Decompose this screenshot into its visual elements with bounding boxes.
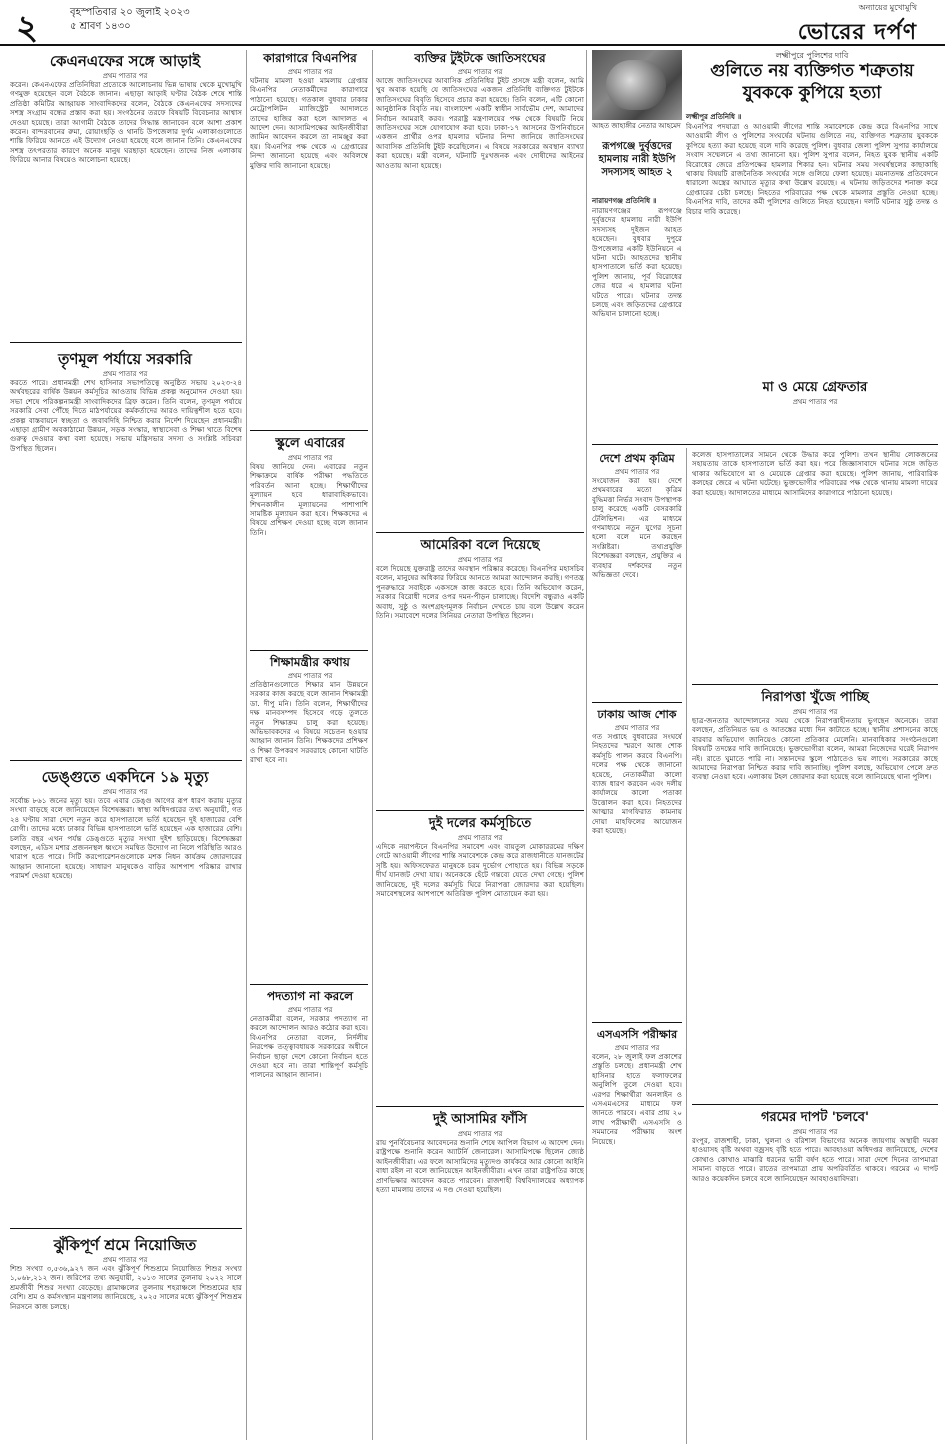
news-photo [592,50,682,120]
article-body: ছাত্র-জনতার আন্দোলনের সময় থেকে নিরাপত্তাহীনতায় ভুগছেন অনেকে। তারা বলছেন, প্রতিনিয়ত ভয় ও আতঙ্কের মধ্যে দিন কাটাতে হচ্ছে। স্থানীয় প্রশাসনের কাছে বারবার অভিযোগ জানিয়েও কোনো প্রতিকার মেলেনি। মানবাধিকার সংগঠনগুলো বিষয়টি তদন্তের দাবি জানিয়েছে। ভুক্তভোগীরা বলেন, আমরা নিজেদের ঘরেই নিরাপদ নই। রাতে ঘুমাতে পারি না। সন্তানদের স্কুলে পাঠাতেও ভয় লাগে। সরকারের কাছে আমাদের নিরাপত্তা নিশ্চিত করার দাবি জানাচ্ছি। পুলিশ বলছে, অভিযোগ পেলে দ্রুত ব্যবস্থা নেওয়া হবে। এলাকায় টহল জোরদার করা হয়েছে বলে জানিয়েছে থানা পুলিশ। [692,716,938,782]
headline-un-tweet: ব্যক্তির টুইটকে জাতিসংঘের [414,51,546,65]
article-body: প্রতিষ্ঠানগুলোতে শিক্ষার মান উন্নয়নে সরকার কাজ করছে বলে জানান শিক্ষামন্ত্রী ডা. দীপু মনি। তিনি বলেন, শিক্ষার্থীদের দক্ষ মানবসম্পদ হিসেবে গড়ে তুলতে নতুন শিক্ষাক্রম চালু করা হয়েছে। অভিভাবকদের এ বিষয়ে সচেতন হওয়ার আহ্বান জানান তিনি। শিক্ষকদের প্রশিক্ষণ ও শিক্ষা উপকরণ সরবরাহে কোনো ঘাটতি রাখা হবে না। [250,680,368,765]
headline-rupganj: রূপগঞ্জে দুর্বৃত্তদের হামলায় নারী ইউপি সদস্যসহ আহত ২ [598,141,676,178]
continued-label: প্রথম পাতার পর [614,724,660,732]
headline-security: নিরাপত্তা খুঁজে পাচ্ছি [761,690,869,705]
continued-label: প্রথম পাতার পর [102,1256,148,1264]
article-body: করেন। কেএনএফের প্রতিনিধিরা প্রত্যেকে আলোচনায় ভিন্ন ভাষায় থেকে মুখোমুখি গণমুক্ত হয়েছেন বলে বৈঠকে জানান। এছাড়া আড়াই ঘণ্টার বৈঠক শেষে শান্তি প্রতিষ্ঠা কমিটির আহ্বায়ক সাংবাদিকদের বলেন, বৈঠকে কেএনএফের সদস্যদের সশস্ত্র সংগ্রাম বন্ধের প্রস্তাব করা হয়। সংগঠনের তরফে বিষয়টি বিবেচনার আশ্বাস দেওয়া হয়েছে। তারা আগামী বৈঠকে তাদের সিদ্ধান্ত জানাবেন বলে আশা প্রকাশ করেন। বান্দরবানের রুমা, রোয়াংছড়ি ও থানচি উপজেলার দুর্গম এলাকাগুলোতে শান্তি ফিরিয়ে আনতে এই উদ্যোগ নেওয়া হয়েছে বলে জানান তিনি। কেএনএফের সশস্ত্র তৎপরতার কারণে অনেক মানুষ ঘরছাড়া হয়েছেন। তাদের নিজ এলাকায় ফিরিয়ে আনার বিষয়েও আলোচনা হয়েছে। [10,80,242,165]
headline-bnp-jail: কারাগারে বিএনপির [263,51,357,65]
column-divider [686,448,687,1444]
divider [592,1022,682,1023]
continued-label: প্রথম পাতার পর [792,1128,838,1136]
column-divider [246,50,247,1440]
article-body: নারায়ণগঞ্জের রূপগঞ্জে দুর্বৃত্তদের হামলায় নারী ইউপি সদস্যসহ দুইজন আহত হয়েছেন। বুধবার দুপুরে উপজেলার একটি ইউনিয়নে এ ঘটনা ঘটে। আহতদের স্থানীয় হাসপাতালে ভর্তি করা হয়েছে। পুলিশ জানায়, পূর্ব বিরোধের জের ধরে এ হামলার ঘটনা ঘটতে পারে। ঘটনার তদন্ত চলছে এবং জড়িতদের গ্রেপ্তারে অভিযান চালানো হচ্ছে। [592,206,682,319]
continued-label: প্রথম পাতার পর [287,454,333,462]
column-divider [372,50,373,1440]
headline-child-labour: ঝুঁকিপূর্ণ শ্রমে নিয়োজিত [53,1236,197,1254]
dateline: লক্ষ্মীপুর প্রতিনিধি ॥ [686,112,742,121]
headline-dengue: ডেঙ্গুতে একদিনে ১৯ মৃত্যু [41,768,209,786]
continued-label: প্রথম পাতার পর [287,68,333,76]
article-body: বিষয় জানিয়ে দেন। এবারের নতুন শিক্ষাক্রমে বার্ষিক পরীক্ষা পদ্ধতিতে পরিবর্তন আনা হচ্ছে। শিক্ষার্থীদের মূল্যায়ন হবে ধারাবাহিকভাবে। শিখনকালীন মূল্যায়নের পাশাপাশি সামষ্টিক মূল্যায়ন করা হবে। শিক্ষকদের এ বিষয়ে প্রশিক্ষণ দেওয়া হচ্ছে বলে জানান তিনি। [250,462,368,537]
continued-label: প্রথম পাতার পর [457,1130,503,1138]
headline-education-minister: শিক্ষামন্ত্রীর কথায় [270,655,350,669]
continued-label: প্রথম পাতার পর [287,672,333,680]
headline-lakshmipur: গুলিতে নয় ব্যক্তিগত শত্রুতায় যুবককে কুপিয়ে হত্যা [710,61,914,103]
article-body: আজে জাতিসংঘের আবাসিক প্রতিনিধির টুইট প্রসঙ্গে মন্ত্রী বলেন, আমি খুব অবাক হয়েছি যে জাতিসংঘের একজন প্রতিনিধি ব্যক্তিগত টুইটকে জাতিসংঘের বিবৃতি হিসেবে প্রচার করা হয়েছে। তিনি বলেন, এটি কোনো আনুষ্ঠানিক বিবৃতি নয়। বাংলাদেশ একটি স্বাধীন সার্বভৌম দেশ, আমাদের নির্বাচন আমরাই করব। পররাষ্ট্র মন্ত্রণালয়ের পক্ষ থেকে বিষয়টি নিয়ে জাতিসংঘের সঙ্গে যোগাযোগ করা হবে। ঢাকা-১৭ আসনের উপনির্বাচনে একজন প্রার্থীর ওপর হামলার ঘটনার নিন্দা জানিয়ে জাতিসংঘের আবাসিক প্রতিনিধি টুইট করেছিলেন। এ বিষয়ে সরকারের অবস্থান ব্যাখ্যা করা হয়েছে। মন্ত্রী বলেন, ঘটনাটি দুঃখজনক এবং দোষীদের আইনের আওতায় আনা হয়েছে। [376,76,584,170]
headline-two-parties: দুই দলের কর্মসূচিতে [428,816,532,831]
article-body: বিএনপির পদযাত্রা ও আওয়ামী লীগের শান্তি সমাবেশকে কেন্দ্র করে বিএনপির সাথে আওয়ামী লীগ ও পুলিশের সংঘর্ষের ঘটনায় গুলিতে নয়, ব্যক্তিগত শত্রুতায় যুবককে কুপিয়ে হত্যা করা হয়েছে বলে দাবি করেছে পুলিশ। বুধবার জেলা পুলিশ সুপার কার্যালয়ে সংবাদ সম্মেলনে এ তথ্য জানানো হয়। পুলিশ সুপার বলেন, নিহত যুবক স্থানীয় একটি বিরোধের জেরে প্রতিপক্ষের হামলার শিকার হন। ঘটনার সময় সংঘর্ষস্থলের কাছাকাছি থাকায় বিষয়টি রাজনৈতিক সংঘর্ষের সঙ্গে গুলিয়ে ফেলা হয়েছে। ময়নাতদন্ত প্রতিবেদনে ধারালো অস্ত্রের আঘাতে মৃত্যুর কথা উল্লেখ রয়েছে। এ ঘটনায় জড়িতদের শনাক্ত করে গ্রেপ্তারের চেষ্টা চলছে। নিহতের পরিবারের পক্ষ থেকে মামলার প্রস্তুতি নেওয়া হচ্ছে। বিএনপির দাবি, তাদের কর্মী পুলিশের গুলিতে নিহত হয়েছেন। দলটি ঘটনার সুষ্ঠু তদন্ত ও বিচার দাবি করেছে। [686,122,938,216]
continued-label: প্রথম পাতার পর [614,468,660,476]
continued-label: প্রথম পাতার পর [102,788,148,796]
article-body: গত সপ্তাহে বুধবারের সংঘর্ষে নিহতদের স্মরণে আজ শোক কর্মসূচি পালন করবে বিএনপি। দলের পক্ষ থেকে জানানো হয়েছে, নেতাকর্মীরা কালো ব্যাজ ধারণ করবেন এবং দলীয় কার্যালয়ে কালো পতাকা উত্তোলন করা হবে। নিহতদের আত্মার মাগফিরাত কামনায় দোয়া মাহফিলের আয়োজন করা হয়েছে। [592,732,682,836]
divider [250,650,368,651]
article-body: রায় পুনর্বিবেচনার আবেদনের শুনানি শেষে আপিল বিভাগ এ আদেশ দেন। রাষ্ট্রপক্ষে শুনানি করেন অ্যাটর্নি জেনারেল। আসামিপক্ষে ছিলেন জ্যেষ্ঠ আইনজীবীরা। এর ফলে আসামিদের মৃত্যুদণ্ড কার্যকরে আর কোনো আইনি বাধা রইল না বলে জানিয়েছেন আইনজীবীরা। এখন তারা রাষ্ট্রপতির কাছে প্রাণভিক্ষার আবেদন করতে পারবেন। রাজশাহী বিশ্ববিদ্যালয়ের অধ্যাপক হত্যা মামলায় তাদের এ দণ্ড দেওয়া হয়েছিল। [376,1138,584,1195]
continued-label: প্রথম পাতার পর [792,708,838,716]
headline-mother-daughter: মা ও মেয়ে গ্রেফতার [762,380,868,395]
photo-caption: আহত জাহাঙ্গীর নেতার আহমেদ [592,122,681,130]
headline-america: আমেরিকা বলে দিয়েছে [420,538,540,553]
continued-label: প্রথম পাতার পর [614,1044,660,1052]
headline-ai: দেশে প্রথম কৃত্রিম [599,452,675,465]
kicker: লক্ষ্মীপুরে পুলিশের দাবি [775,51,849,60]
article-body: শিশু সংখ্যা ৩,৫৩৬,৯২৭ জন এবং ঝুঁকিপূর্ণ শিশুশ্রমে নিয়োজিত শিশুর সংখ্যা ১,০৬৮,২১২ জন। জরিপের তথ্য অনুযায়ী, ২০১৩ সালের তুলনায় ২০২২ সালে শ্রমজীবী শিশুর সংখ্যা বেড়েছে। গ্রামাঞ্চলের তুলনায় শহরাঞ্চলে শিশুশ্রমের হার বেশি। শ্রম ও কর্মসংস্থান মন্ত্রণালয় জানিয়েছে, ২০২৫ সালের মধ্যে ঝুঁকিপূর্ণ শিশুশ্রম নিরসনে কাজ চলছে। [10,1264,242,1311]
date-line: বৃহস্পতিবার ২০ জুলাই ২০২৩ ৫ শ্রাবণ ১৪৩০ [70,7,190,32]
divider [376,1106,584,1107]
divider [376,810,584,811]
headline-school: স্কুলে এবারের [275,436,345,451]
continued-label: প্রথম পাতার পর [457,68,503,76]
article-body: রংপুর, রাজশাহী, ঢাকা, খুলনা ও বরিশাল বিভাগের অনেক জায়গায় অস্থায়ী দমকা হাওয়াসহ বৃষ্টি অথবা বজ্রসহ বৃষ্টি হতে পারে। আবহাওয়া অধিদপ্তর জানিয়েছে, দেশের কোথাও কোথাও মাঝারি ধরনের ভারী বর্ষণ হতে পারে। সারা দেশে দিনের তাপমাত্রা সামান্য বাড়তে পারে। রাতের তাপমাত্রা প্রায় অপরিবর্তিত থাকবে। গরমের এ দাপট আরও কয়েকদিন চলবে বলে জানিয়েছেন আবহাওয়াবিদরা। [692,1136,938,1183]
continued-label: প্রথম পাতার পর [287,1006,333,1014]
continued-label: প্রথম পাতার পর [102,370,148,378]
continued-label: প্রথম পাতার পর [792,398,838,406]
injured-person-image [606,60,666,110]
article-body: নেতাকর্মীরা বলেন, সরকার পদত্যাগ না করলে আন্দোলন আরও কঠোর করা হবে। বিএনপির নেতারা বলেন, নির্দলীয় নিরপেক্ষ তত্ত্বাবধায়ক সরকারের অধীনে নির্বাচন ছাড়া দেশে কোনো নির্বাচন হতে দেওয়া হবে না। তারা শান্তিপূর্ণ কর্মসূচি পালনের আহ্বান জানান। [250,1014,368,1080]
headline-heat: গরমের দাপট 'চলবে' [761,1110,869,1125]
masthead [0,0,945,46]
divider [592,444,938,445]
column-divider [586,50,587,1440]
continued-label: প্রথম পাতার পর [457,834,503,842]
continued-label: প্রথম পাতার পর [457,556,503,564]
headline-ssc: এসএসসি পরীক্ষার [596,1028,678,1041]
article-body: বলে দিয়েছে যুক্তরাষ্ট্র তাদের অবস্থান পরিষ্কার করেছে। বিএনপির মহাসচিব বলেন, মানুষের অধিকার ফিরিয়ে আনতে আমরা আন্দোলন করছি। গণতন্ত্র পুনরুদ্ধারে সবাইকে একসঙ্গে কাজ করতে হবে। তিনি অভিযোগ করেন, সরকার বিরোধী দলের ওপর দমন-পীড়ন চালাচ্ছে। বিদেশি বন্ধুরাও একটি অবাধ, সুষ্ঠু ও অংশগ্রহণমূলক নির্বাচন দেখতে চায় বলে উল্লেখ করেন তিনি। সমাবেশে দলের সিনিয়র নেতারা উপস্থিত ছিলেন। [376,564,584,621]
divider [376,532,584,533]
article-body: কলেজ হাসপাতালের সামনে থেকে উদ্ধার করে পুলিশ। তখন স্থানীয় লোকজনের সহায়তায় তাকে হাসপাতালে ভর্তি করা হয়। পরে জিজ্ঞাসাবাদে ঘটনার সঙ্গে জড়িত থাকার অভিযোগে মা ও মেয়েকে গ্রেপ্তার করা হয়েছে। পুলিশ জানায়, পারিবারিক কলহের জেরে এ ঘটনা ঘটেছে। ভুক্তভোগীর পরিবারের পক্ষ থেকে থানায় মামলা দায়ের করা হয়েছে। আদালতের মাধ্যমে আসামিদের কারাগারে পাঠানো হয়েছে। [692,450,938,497]
divider [692,1104,938,1105]
article-body: এদিকে নয়াপল্টনে বিএনপির সমাবেশ এবং বায়তুল মোকাররমের দক্ষিণ গেটে আওয়ামী লীগের শান্তি সমাবেশকে কেন্দ্র করে রাজধানীতে যানজটের সৃষ্টি হয়। অফিসফেরত মানুষকে চরম দুর্ভোগ পোহাতে হয়। বিভিন্ন সড়কে দীর্ঘ যানজট দেখা যায়। অনেককে হেঁটে গন্তব্যে যেতে দেখা গেছে। পুলিশ জানিয়েছে, দুই দলের কর্মসূচি ঘিরে নিরাপত্তা জোরদার করা হয়েছিল। সমাবেশস্থলের আশপাশে অতিরিক্ত পুলিশ মোতায়েন করা হয়। [376,842,584,899]
article-body: সর্বোচ্চ ৮৬১ জনের মৃত্যু হয়। তবে এবার ডেঙ্গু আগের রূপ ধারণ করায় মৃত্যুর সংখ্যা বাড়ছে বলে জানিয়েছেন বিশেষজ্ঞরা। স্বাস্থ্য অধিদপ্তরের তথ্য অনুযায়ী, গত ২৪ ঘণ্টায় সারা দেশে নতুন করে হাসপাতালে ভর্তি হয়েছেন দুই হাজারের বেশি রোগী। তাদের মধ্যে ঢাকার বিভিন্ন হাসপাতালে ভর্তি হয়েছেন এক হাজারের বেশি। চলতি বছর এখন পর্যন্ত ডেঙ্গুতে মৃত্যুর সংখ্যা দুইশ ছাড়িয়েছে। বিশেষজ্ঞরা বলছেন, এডিস মশার প্রজননস্থল ধ্বংসে সমন্বিত উদ্যোগ না নিলে পরিস্থিতি আরও খারাপ হতে পারে। সিটি করপোরেশনগুলোকে মশক নিধন কার্যক্রম জোরদারের আহ্বান জানানো হয়েছে। সাধারণ মানুষকেও বাড়ির আশপাশ পরিষ্কার রাখার পরামর্শ দেওয়া হয়েছে। [10,796,242,881]
headline-resign: পদত্যাগ না করলে [266,989,354,1003]
continued-label: প্রথম পাতার পর [102,72,148,80]
headline-knf: কেএনএফের সঙ্গে আড়াই [49,52,201,70]
divider [10,760,242,761]
article-body: করতে পারে। প্রধানমন্ত্রী শেখ হাসিনার সভাপতিত্বে অনুষ্ঠিত সভায় ২০২৩-২৪ অর্থবছরের বার্ষিক উন্নয়ন কর্মসূচির আওতায় বিভিন্ন প্রকল্প অনুমোদন দেওয়া হয়। সভা শেষে পরিকল্পনামন্ত্রী সাংবাদিকদের ব্রিফ করেন। তিনি বলেন, তৃণমূল পর্যায়ে সরকারি সেবা পৌঁছে দিতে মাঠপর্যায়ের কর্মকর্তাদের আরও দায়িত্বশীল হতে হবে। প্রকল্প বাস্তবায়নে স্বচ্ছতা ও জবাবদিহি নিশ্চিত করার নির্দেশ দিয়েছেন প্রধানমন্ত্রী। এছাড়া গ্রামীণ অবকাঠামো উন্নয়ন, সড়ক সংস্কার, স্বাস্থ্যসেবা ও শিক্ষা খাতে বিশেষ গুরুত্ব দেওয়ার কথা বলা হয়েছে। সভায় মন্ত্রিসভার সদস্য ও সংশ্লিষ্ট সচিবরা উপস্থিত ছিলেন। [10,378,242,453]
article-body: ঘটনায় মামলা হওয়া মামলায় গ্রেপ্তার বিএনপির নেতাকর্মীদের কারাগারে পাঠানো হয়েছে। গতকাল বুধবার ঢাকার মেট্রোপলিটন ম্যাজিস্ট্রেট আদালতে তাদের হাজির করা হলে আদালত এ আদেশ দেন। আসামিপক্ষের আইনজীবীরা জামিন আবেদন করলে তা নামঞ্জুর করা হয়। বিএনপির পক্ষ থেকে এ গ্রেপ্তারের নিন্দা জানানো হয়েছে এবং অবিলম্বে মুক্তির দাবি জানানো হয়েছে। [250,76,368,170]
page-number: ২ [16,8,39,48]
divider [250,984,368,985]
divider [692,684,938,685]
headline-death-sentence: দুই আসামির ফাঁসি [433,1112,527,1127]
divider [250,430,368,431]
headline-mourning: ঢাকায় আজ শোক [597,708,677,721]
divider [592,702,682,703]
brand-logo: অন্যায়ের মুখোমুখি ভোরের দর্পণ [797,3,917,45]
dateline: নারায়ণগঞ্জ প্রতিনিধি ॥ [592,196,657,205]
headline-grassroots: তৃণমূল পর্যায়ে সরকারি [58,350,192,368]
article-body: সংযোজন করা হয়। দেশে প্রথমবারের মতো কৃত্রিম বুদ্ধিমত্তা নির্ভর সংবাদ উপস্থাপক চালু করেছে একটি বেসরকারি টেলিভিশন। এর মাধ্যমে গণমাধ্যমে নতুন যুগের সূচনা হলো বলে মনে করছেন সংশ্লিষ্টরা। তথ্যপ্রযুক্তি বিশেষজ্ঞরা বলছেন, প্রযুক্তির এ ব্যবহার দর্শকদের নতুন অভিজ্ঞতা দেবে। [592,476,682,580]
article-body: বলেন, ২৮ জুলাই ফল প্রকাশের প্রস্তুতি চলছে। প্রধানমন্ত্রী শেখ হাসিনার হাতে ফলাফলের অনুলিপি তুলে দেওয়া হবে। এরপর শিক্ষার্থীরা অনলাইন ও এসএমএসের মাধ্যমে ফল জানতে পারবে। এবার প্রায় ২০ লাখ পরীক্ষার্থী এসএসসি ও সমমানের পরীক্ষায় অংশ নিয়েছে। [592,1052,682,1146]
divider [10,342,242,343]
divider [10,1228,242,1229]
